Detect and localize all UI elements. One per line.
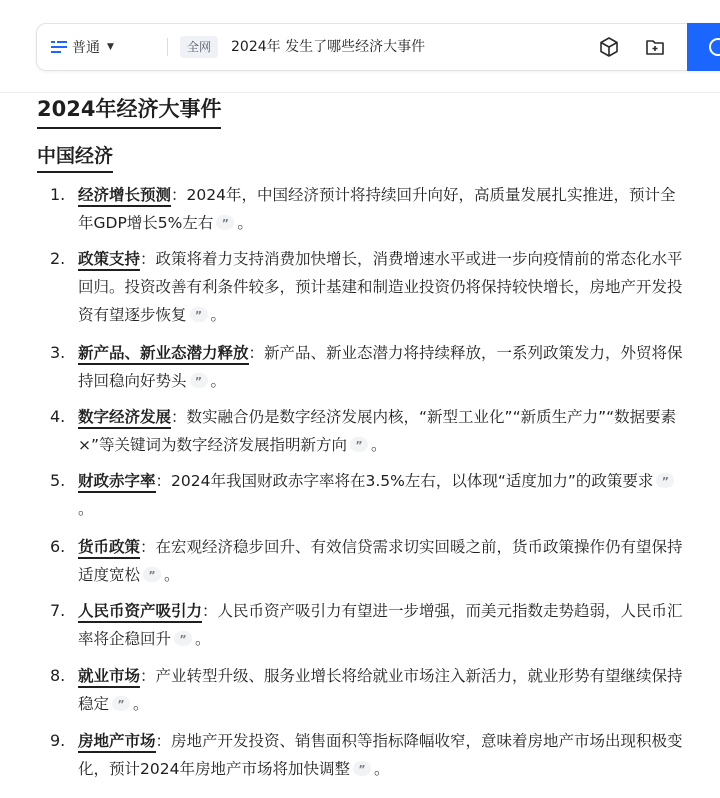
search-mode-dropdown[interactable]: [51, 37, 114, 57]
item-text: [78, 662, 690, 718]
item-text: [78, 533, 690, 589]
send-button[interactable]: [687, 23, 720, 71]
item-text: [78, 403, 690, 459]
section-heading: 中国经济: [37, 142, 113, 173]
divider: [167, 38, 168, 56]
item-end: 。: [133, 695, 149, 713]
send-icon: [709, 38, 720, 56]
item-body: ：人民币资产吸引力有望进一步增强，而美元指数走势趋弱，人民币汇率将企稳回升: [78, 602, 683, 648]
item-body: ：房地产开发投资、销售面积等指标降幅收窄，意味着房地产市场出现积极变化，预计2024年房地产市场将加快调整: [78, 732, 683, 778]
item-number: 5.: [50, 471, 66, 490]
item-number: 9.: [50, 731, 66, 750]
search-bar: [36, 23, 720, 71]
item-body: ：新产品、新业态潜力将持续释放，一系列政策发力，外贸将保持回稳向好势头: [78, 344, 683, 390]
item-number: 2.: [50, 249, 66, 268]
item-body: ：在宏观经济稳步回升、有效信贷需求切实回暖之前，货币政策操作仍有望保持适度宽松: [78, 538, 683, 584]
item-term-link[interactable]: 财政赤字率: [78, 472, 156, 493]
quote-icon[interactable]: ”: [143, 567, 161, 582]
list-menu-icon: [51, 40, 67, 54]
item-body: ：产业转型升级、服务业增长将给就业市场注入新活力，就业形势有望继续保持稳定: [78, 667, 683, 713]
item-body: ：2024年，中国经济预计将持续回升向好，高质量发展扎实推进，预计全年GDP增长5%左右: [78, 186, 676, 232]
item-text: [78, 597, 690, 653]
item-term-link[interactable]: 政策支持: [78, 250, 140, 271]
quote-icon[interactable]: ”: [190, 307, 208, 322]
item-term-link[interactable]: 人民币资产吸引力: [78, 602, 202, 623]
item-end: 。: [78, 500, 94, 518]
item-end: 。: [210, 372, 227, 390]
add-folder-icon[interactable]: [644, 36, 666, 58]
item-end: 。: [164, 566, 180, 584]
item-term-link[interactable]: 数字经济发展: [78, 408, 171, 429]
item-term-link[interactable]: 就业市场: [78, 667, 140, 688]
item-number: 3.: [50, 343, 66, 362]
quote-icon[interactable]: ”: [350, 437, 368, 452]
scope-tag[interactable]: 全网: [180, 36, 218, 58]
header-divider: [0, 92, 720, 93]
item-end: 。: [210, 306, 227, 324]
cube-icon[interactable]: [598, 36, 620, 58]
item-term-link[interactable]: 新产品、新业态潜力释放: [78, 344, 249, 365]
caret-down-icon: ▼: [107, 42, 114, 52]
item-text: [78, 245, 690, 329]
item-end: 。: [371, 436, 387, 454]
item-term-link[interactable]: 房地产市场: [78, 732, 156, 753]
item-number: 4.: [50, 407, 66, 426]
item-body: ：政策将着力支持消费加快增长，消费增速水平或进一步向疫情前的常态化水平回归。投资改善有利条件较多，预计基建和制造业投资仍将保持较快增长，房地产开发投资有望逐步恢复: [78, 250, 683, 324]
item-end: 。: [373, 760, 390, 778]
article-title: 2024年经济大事件: [37, 94, 221, 129]
quote-icon[interactable]: ”: [353, 761, 371, 776]
search-mode-label: 普通: [72, 40, 100, 56]
search-query-input[interactable]: 2024年 发生了哪些经济大事件: [231, 39, 426, 55]
item-term-link[interactable]: 经济增长预测: [78, 186, 171, 207]
item-end: 。: [237, 214, 253, 232]
item-text: [78, 339, 690, 395]
item-text: [78, 727, 690, 783]
item-body: ：2024年我国财政赤字率将在3.5%左右，以体现“适度加力”的政策要求: [155, 472, 654, 490]
item-number: 7.: [50, 601, 66, 620]
quote-icon[interactable]: ”: [112, 696, 130, 711]
item-number: 1.: [50, 185, 66, 204]
item-number: 8.: [50, 666, 66, 685]
quote-icon[interactable]: ”: [190, 373, 208, 388]
quote-icon[interactable]: ”: [656, 473, 674, 488]
item-term-link[interactable]: 货币政策: [78, 538, 140, 559]
quote-icon[interactable]: ”: [216, 215, 234, 230]
item-text: [78, 181, 690, 237]
item-end: 。: [195, 630, 211, 648]
item-number: 6.: [50, 537, 66, 556]
item-body: ：数实融合仍是数字经济发展内核，“新型工业化”“新质生产力”“数据要素×”等关键词为数字经济发展指明新方向: [78, 408, 677, 454]
quote-icon[interactable]: ”: [174, 631, 192, 646]
item-text: [78, 467, 690, 523]
